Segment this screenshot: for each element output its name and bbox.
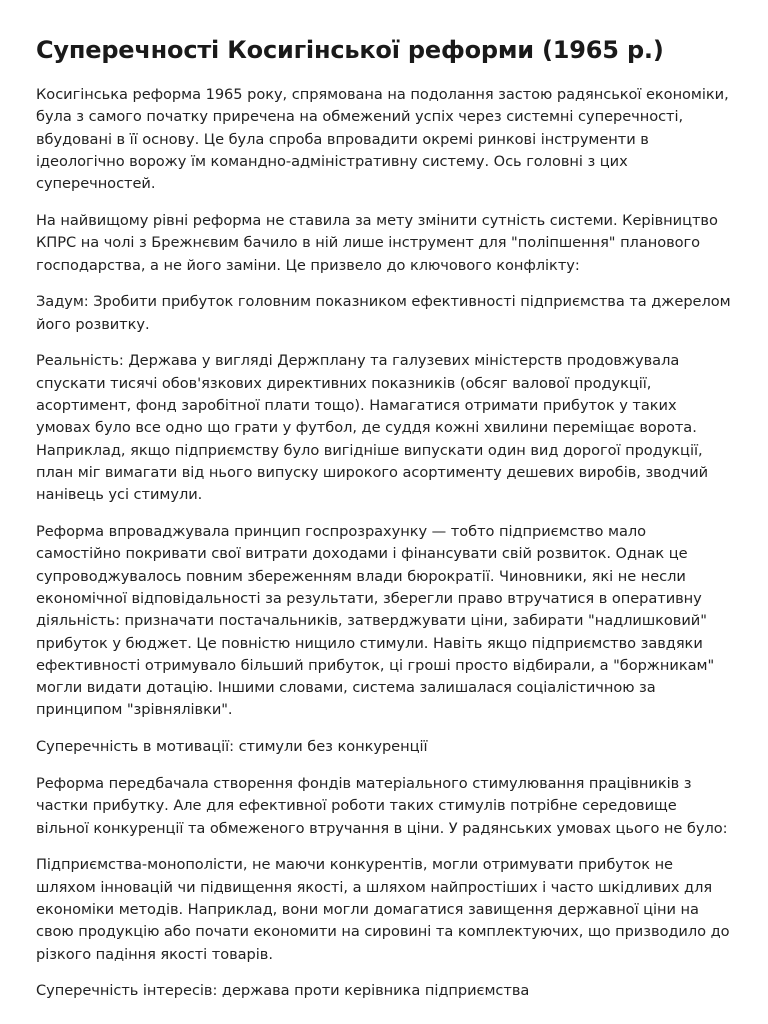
article-paragraph: Підприємства-монополісти, не маючи конкурентів, могли отримувати прибуток не шляхом інновацій чи підвищення якості, а шляхом найпростіших і часто шкідливих для економіки методів. Наприклад, вони могли домагатися завищення державної ціни на свою продукцію або почати економити на сировині та комплектуючих, що призводило до різкого падіння якості товарів.: [36, 856, 730, 963]
article-paragraph: Косигінська реформа 1965 року, спрямована на подолання застою радянської економіки, була з самого початку приречена на обмежений успіх через системні суперечності, вбудовані в її основу. Це була спроба впровадити окремі ринкові інструменти в ідеологічно ворожу їм командно-адміністративну систему. Ось головні з цих суперечностей.: [36, 86, 729, 193]
article-paragraph: Реальність: Держава у вигляді Держплану та галузевих міністерств продовжувала спускати тисячі обов'язкових директивних показників (обсяг валової продукції, асортимент, фонд заробітної плати тощо). Намагатися отримати прибуток у таких умовах було все одно що грати у футбол, де суддя кожні хвилини переміщає ворота. Наприклад, якщо підприємству було вигідніше випускати один вид дорогої продукції, план міг вимагати від нього випуску широкого асортименту дешевих виробів, зводчий нанівець усі стимули.: [36, 352, 709, 504]
article-title: Суперечності Косигінської реформи (1965 р.): [36, 36, 664, 64]
section-heading: Суперечність інтересів: держава проти керівника підприємства: [36, 982, 530, 1000]
article-paragraph: Реформа впроваджувала принцип госпрозрахунку — тобто підприємство мало самостійно покривати свої витрати доходами і фінансувати свій розвиток. Однак це супроводжувалось повним збереженням влади бюрократії. Чиновники, які не несли економічної відповідальності за результати, зберегли право втручатися в оперативну діяльність: призначати постачальників, затверджувати ціни, забирати "надлишковий" прибуток у бюджет. Це повністю нищило стимули. Навіть якщо підприємство завдяки ефективності отримувало більший прибуток, ці гроші просто відбирали, а "боржникам" могли видати дотацію. Іншими словами, система залишалася соціалістичною за принципом "зрівнялівки".: [36, 523, 715, 719]
article-paragraph: Реформа передбачала створення фондів матеріального стимулювання працівників з частки прибутку. Але для ефективної роботи таких стимулів потрібне середовище вільної конкуренції та обмеженого втручання в ціни. У радянських умовах цього не було:: [36, 775, 728, 837]
section-heading: Суперечність в мотивації: стимули без конкуренції: [36, 738, 428, 756]
article-paragraph: Задум: Зробити прибуток головним показником ефективності підприємства та джерелом його розвитку.: [36, 293, 731, 333]
article-paragraph: На найвищому рівні реформа не ставила за мету змінити сутність системи. Керівництво КПРС на чолі з Брежнєвим бачило в ній лише інструмент для "поліпшення" планового господарства, а не його заміни. Це призвело до ключового конфлікту:: [36, 211, 718, 274]
